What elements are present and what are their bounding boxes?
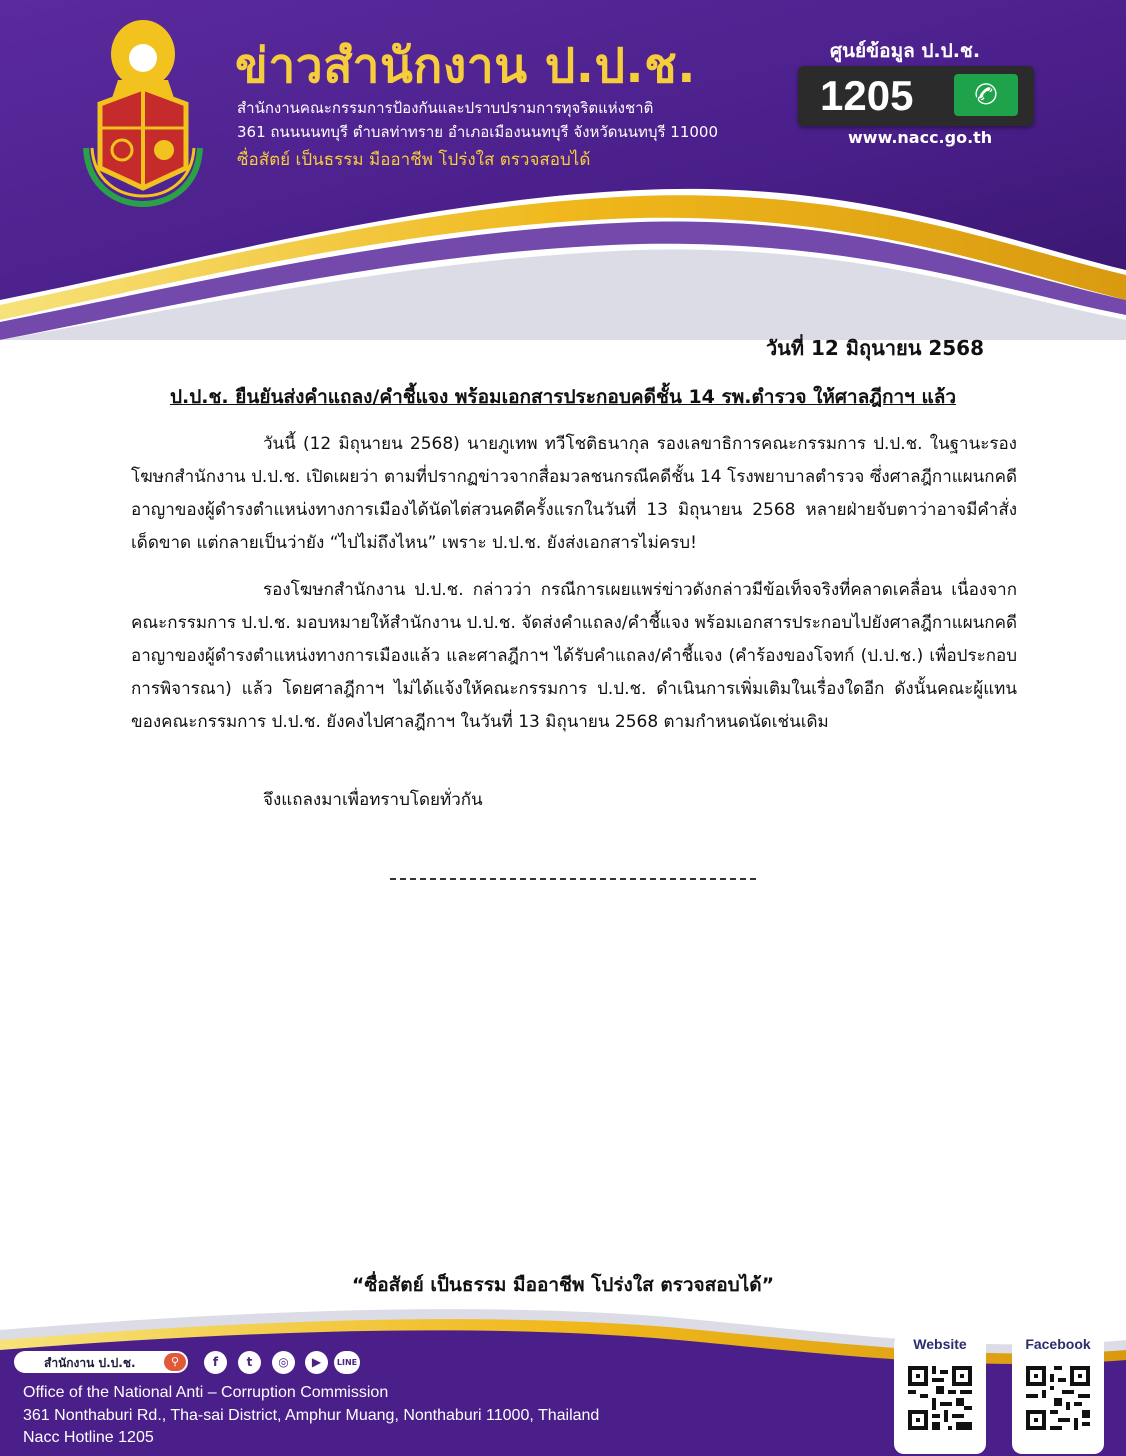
paragraph-1-text: วันนี้ (12 มิถุนายน 2568) นายภูเทพ ทวีโชติธนากุล รองเลขาธิการคณะกรรมการ ป.ป.ช. ในฐานะรองโฆษกสำนักงาน ป.ป.ช. เปิดเผยว่า ตามที่ปรากฏข่าวจากสื่อมวลชนกรณีคดีชั้น 14 โรงพยาบาลตำรวจ ซึ่งศาลฎีกาแผนกคดีอาญาของผู้ดำรงตำแหน่งทางการเมืองได้นัดไต่สวนคดีครั้งแรกในวันที่ 13 มิถุนายน 2568 หลายฝ่ายจับตาว่าอาจมีคำสั่งเด็ดขาด แต่กลายเป็นว่ายัง “ไปไม่ถึงไหน” เพราะ ป.ป.ช. ยังส่งเอกสารไม่ครบ! bbox=[131, 434, 1017, 553]
news-headline: ป.ป.ช. ยืนยันส่งคำแถลง/คำชี้แจง พร้อมเอกสารประกอบคดีชั้น 14 รพ.ตำรวจ ให้ศาลฎีกาฯ แล้ว bbox=[169, 386, 957, 408]
instagram-icon[interactable]: ◎ bbox=[272, 1351, 295, 1374]
nacc-emblem-logo bbox=[78, 18, 208, 208]
facebook-qr-code bbox=[1026, 1366, 1090, 1430]
newsletter-title: ข่าวสำนักงาน ป.ป.ช. bbox=[235, 38, 696, 94]
website-url[interactable]: www.nacc.go.th bbox=[848, 128, 993, 147]
end-divider bbox=[390, 878, 756, 880]
english-org-name: Office of the National Anti – Corruption Commission bbox=[23, 1384, 389, 1401]
paragraph-2-text: รองโฆษกสำนักงาน ป.ป.ช. กล่าวว่า กรณีการเผยแพร่ข่าวดังกล่าวมีข้อเท็จจริงที่คลาดเคลื่อน เนื่องจากคณะกรรมการ ป.ป.ช. มอบหมายให้สำนักงาน ป.ป.ช. จัดส่งคำแถลง/คำชี้แจง พร้อมเอกสารประกอบไปยังศาลฎีกาแผนกคดีอาญาของผู้ดำรงตำแหน่งทางการเมืองแล้ว และศาลฎีกาฯ ได้รับคำแถลง/คำชี้แจง (คำร้องของโจทก์ (ป.ป.ช.) เพื่อประกอบการพิจารณา) แล้ว โดยศาลฎีกาฯ ไม่ได้แจ้งให้คณะกรรมการ ป.ป.ช. ดำเนินการเพิ่มเติมในเรื่องใดอีก ดังนั้นคณะผู้แทนของคณะกรรมการ ป.ป.ช. ยังคงไปศาลฎีกาฯ ในวันที่ 13 มิถุนายน 2568 ตามกำหนดนัดเช่นเดิม bbox=[131, 580, 1017, 732]
paragraph-3 bbox=[131, 784, 1017, 817]
website-qr-card[interactable] bbox=[894, 1334, 986, 1454]
search-box[interactable] bbox=[14, 1351, 188, 1373]
header-motto: ซื่อสัตย์ เป็นธรรม มืออาชีพ โปร่งใส ตรวจสอบได้ bbox=[237, 150, 591, 170]
facebook-qr-label: Facebook bbox=[1025, 1336, 1091, 1352]
letterhead-footer bbox=[0, 1300, 1126, 1456]
search-label: สำนักงาน ป.ป.ช. bbox=[44, 1356, 136, 1370]
paragraph-2 bbox=[131, 574, 1017, 739]
phone-icon-box bbox=[954, 74, 1018, 116]
paragraph-1 bbox=[131, 428, 1017, 560]
facebook-qr-card[interactable] bbox=[1012, 1334, 1104, 1454]
youtube-icon[interactable]: ▶ bbox=[305, 1351, 328, 1374]
english-address: 361 Nonthaburi Rd., Tha-sai District, Amphur Muang, Nonthaburi 11000, Thailand bbox=[23, 1407, 600, 1424]
document-date: วันที่ 12 มิถุนายน 2568 bbox=[765, 336, 984, 360]
facebook-icon[interactable]: f bbox=[204, 1351, 227, 1374]
search-icon[interactable]: ⚲ bbox=[164, 1353, 186, 1371]
organization-name: สำนักงานคณะกรรมการป้องกันและปราบปรามการทุจริตแห่งชาติ bbox=[237, 99, 654, 117]
twitter-icon[interactable]: t bbox=[238, 1351, 261, 1374]
english-hotline: Nacc Hotline 1205 bbox=[23, 1429, 154, 1446]
website-qr-label: Website bbox=[913, 1336, 967, 1352]
letterhead-header bbox=[0, 0, 1126, 340]
paragraph-3-text: จึงแถลงมาเพื่อทราบโดยทั่วกัน bbox=[263, 790, 483, 810]
hotline-number: 1205 bbox=[820, 72, 914, 119]
organization-address: 361 ถนนนนทบุรี ตำบลท่าทราย อำเภอเมืองนนทบุรี จังหวัดนนทบุรี 11000 bbox=[237, 123, 719, 141]
phone-icon: ✆ bbox=[969, 74, 1003, 115]
info-center-label: ศูนย์ข้อมูล ป.ป.ช. bbox=[830, 40, 981, 62]
footer-motto: “ซื่อสัตย์ เป็นธรรม มืออาชีพ โปร่งใส ตรวจสอบได้” bbox=[351, 1274, 775, 1296]
line-icon[interactable]: LINE bbox=[334, 1351, 360, 1374]
website-qr-code bbox=[908, 1366, 972, 1430]
hotline-badge bbox=[798, 66, 1034, 126]
